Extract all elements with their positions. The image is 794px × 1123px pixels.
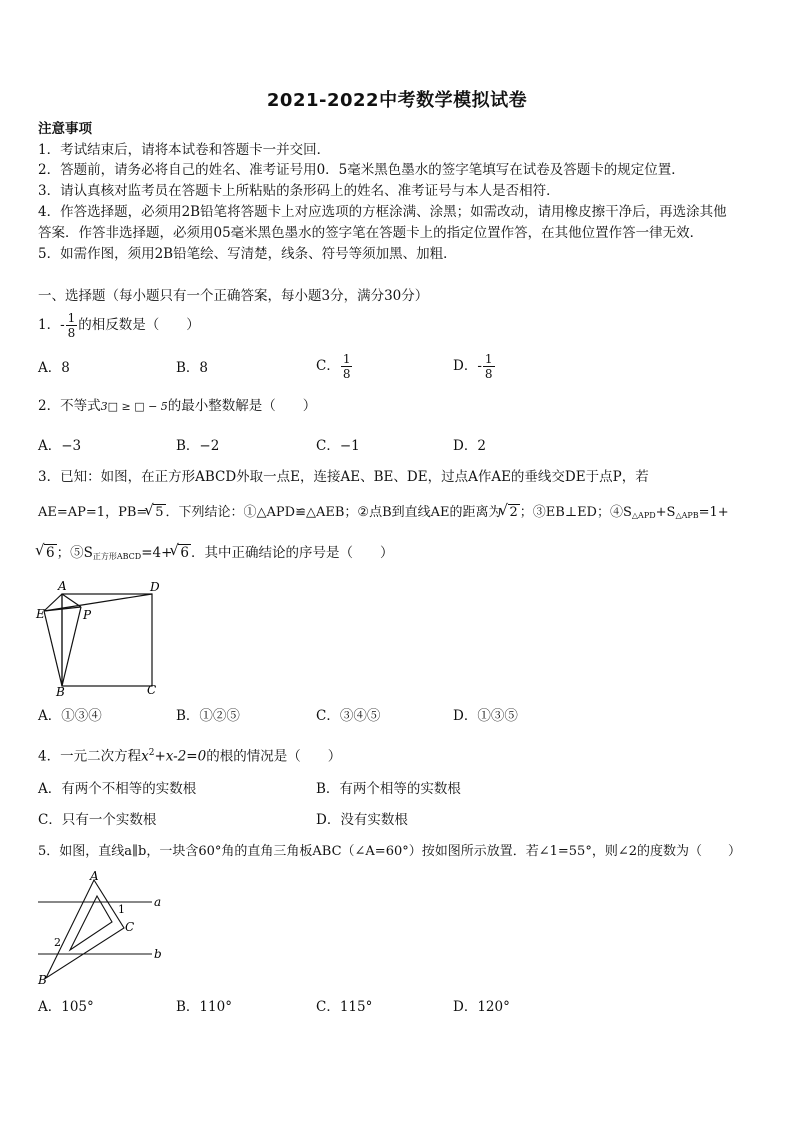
label-B: B [38,973,47,987]
q5-triangle-figure [34,866,174,990]
label-E: E [36,607,45,621]
notice-item-2: 2．答题前，请务必将自己的姓名、准考证号用0．5毫米黑色墨水的签字笔填写在试卷及答题卡的规定位置． [38,162,685,178]
question-4 [38,743,341,767]
q3-sqrt6-a: √ 6 [44,544,57,561]
question-2 [38,396,316,417]
q1-option-c[interactable] [316,346,353,386]
q3-sqrt5: √ 5 [153,504,165,521]
q1-fraction [66,311,78,340]
q3-option-b[interactable]: B．①②⑤ [176,708,240,724]
q5-option-a[interactable]: A．105° [38,999,94,1015]
label-P: P [83,608,92,622]
label-B: B [56,685,65,698]
q4-eq-sup: 2 [148,748,155,758]
q5-option-b[interactable]: B．110° [176,999,232,1015]
label-C: C [125,920,135,934]
q3-line2-a: AE=AP=1，PB= [38,505,148,520]
label-angle-1: 1 [118,903,125,916]
q1-option-b[interactable]: B．8 [176,360,209,376]
q3-sqrt2: √ 2 [508,504,520,521]
notice-heading: 注意事项 [38,121,92,137]
q3-line2-b: ．下列结论：①△APD≌△AEB；②点B到直线AE的距离为 [165,505,502,520]
q1-option-d-prefix: D．- [453,358,482,374]
q4-eq-x: x [141,748,149,765]
label-C: C [147,683,157,697]
q3-line3-c: ．其中正确结论的序号是（ ） [191,545,394,561]
q2-option-c[interactable]: C．−1 [316,438,360,454]
triangle-outer [46,880,124,978]
q3-line2-c: ；③EB⊥ED；④S [519,505,632,520]
q3-sub-apb: △APB [675,511,699,520]
question-3-line-1: 3．已知：如图，在正方形ABCD外取一点E，连接AE、BE、DE，过点A作AE的垂线交DE于点P，若 [38,469,649,485]
q4-option-d[interactable]: D．没有实数根 [316,812,408,828]
triangle-inner [70,896,112,950]
label-D: D [150,580,160,594]
q1-c-num: 1 [342,352,351,366]
q1-frac-num: 1 [67,311,76,325]
q5-option-d[interactable]: D．120° [453,999,510,1015]
q3-line3-a: ；⑤S [56,545,93,561]
q3-square-figure [34,578,169,698]
notice-item-5: 5．如需作图，须用2B铅笔绘、写清楚，线条、符号等须加黑、加粗． [38,246,457,262]
q4-eq-rest: +x-2=0 [154,748,207,765]
q1-option-c-prefix: C． [316,358,340,374]
q1-d-den: 8 [484,367,493,381]
q4-option-b[interactable]: B．有两个相等的实数根 [316,781,461,797]
q3-option-c[interactable]: C．③④⑤ [316,708,381,724]
label-a: a [154,895,162,909]
q2-option-b[interactable]: B．−2 [176,438,220,454]
notice-item-3: 3．请认真核对监考员在答题卡上所粘贴的条形码上的姓名、准考证号与本人是否相符． [38,183,560,199]
question-3-line-3 [38,543,394,567]
q1-suffix: 的相反数是（ ） [78,317,200,333]
q3-line3-b: =4+ [141,545,173,561]
q3-sub-apd: △APD [631,511,656,520]
q3-option-d[interactable]: D．①③⑤ [453,708,518,724]
q2-suffix: 的最小整数解是（ ） [167,398,317,414]
question-1 [38,310,200,340]
q4-suffix: 的根的情况是（ ） [206,748,342,765]
label-b: b [154,947,162,961]
q2-option-a[interactable]: A．−3 [38,438,82,454]
question-5: 5．如图，直线a∥b，一块含60°角的直角三角板ABC（∠A=60°）按如图所示放置．若∠1=55°，则∠2的度数为（ ） [38,844,741,859]
q3-line2-e: =1+ [698,505,729,520]
q3-sub-square: 正方形ABCD [92,552,142,561]
q1-option-a[interactable]: A．8 [38,360,70,376]
section-heading: 一、选择题（每小题只有一个正确答案，每小题3分，满分30分） [38,288,429,304]
q3-line2-d: +S [655,505,676,520]
question-3-line-2 [38,503,729,526]
q1-prefix: 1．- [38,317,65,333]
q3-option-a[interactable]: A．①③④ [38,708,102,724]
q1-c-den: 8 [342,367,351,381]
q5-option-c[interactable]: C．115° [316,999,373,1015]
q1-frac-den: 8 [67,326,76,340]
label-A: A [58,579,67,593]
q2-inequality: 3□ ≥ □ − 5 [100,400,168,413]
q1-d-num: 1 [484,352,493,366]
notice-item-4-cont: 答案．作答非选择题，必须用05毫米黑色墨水的签字笔在答题卡上的指定位置作答，在其他位置作答一律无效． [38,225,704,241]
q4-prefix: 4．一元二次方程 [38,748,142,765]
notice-item-1: 1．考试结束后，请将本试卷和答题卡一并交回． [38,142,331,158]
q1-option-d[interactable] [453,346,496,386]
q2-option-d[interactable]: D．2 [453,438,486,454]
notice-item-4: 4．作答选择题，必须用2B铅笔将答题卡上对应选项的方框涂满、涂黑；如需改动，请用橡皮擦干净后，再选涂其他 [38,204,727,220]
q2-prefix: 2．不等式 [38,398,101,414]
q3-sqrt6-b: √ 6 [178,544,191,561]
q4-option-c[interactable]: C．只有一个实数根 [38,812,157,828]
label-A: A [90,869,99,883]
q4-option-a[interactable]: A．有两个不相等的实数根 [38,781,197,797]
label-angle-2: 2 [54,936,61,949]
page-title: 2021-2022中考数学模拟试卷 [266,90,528,111]
